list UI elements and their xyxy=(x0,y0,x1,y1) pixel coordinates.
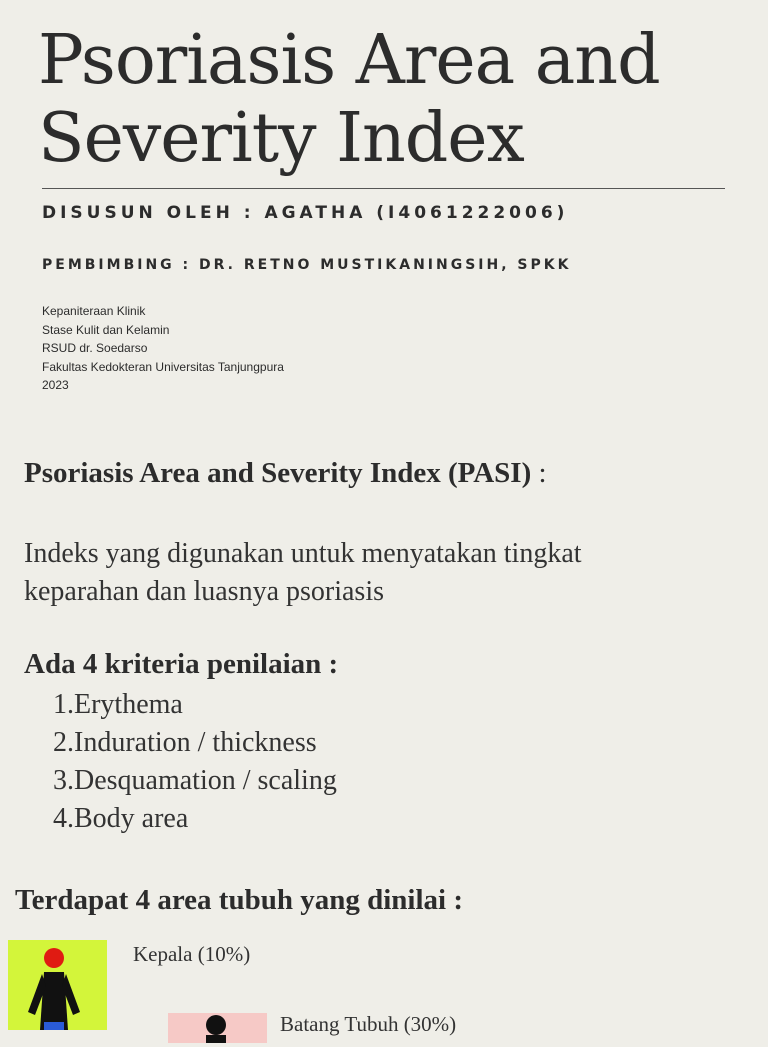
title-line-1: Psoriasis Area and xyxy=(38,21,660,100)
list-label: Desquamation / scaling xyxy=(74,765,337,796)
list-number: 1. xyxy=(53,689,74,720)
body-trunk-highlight-icon xyxy=(168,1013,267,1043)
info-line: Stase Kulit dan Kelamin xyxy=(42,322,170,337)
advisor-line: PEMBIMBING : DR. RETNO MUSTIKANINGSIH, SPKK xyxy=(42,257,572,273)
criteria-list xyxy=(24,686,337,838)
area-label-trunk: Batang Tubuh (30%) xyxy=(280,1012,457,1036)
list-number: 2. xyxy=(53,727,74,758)
pasi-heading-bold: Psoriasis Area and Severity Index (PASI) xyxy=(24,457,532,489)
description-line: Indeks yang digunakan untuk menyatakan tingkat xyxy=(24,538,582,569)
description-line: keparahan dan luasnya psoriasis xyxy=(24,576,384,607)
list-item xyxy=(24,724,337,762)
author-line: DISUSUN OLEH : AGATHA (I4061222006) xyxy=(42,203,569,223)
list-number: 3. xyxy=(53,765,74,796)
pasi-description xyxy=(24,535,744,611)
list-label: Erythema xyxy=(74,689,183,720)
list-item xyxy=(24,686,337,724)
body-head-highlight-icon xyxy=(8,940,107,1030)
head-area-figure xyxy=(8,940,107,1030)
page-title xyxy=(38,22,660,178)
info-line: 2023 xyxy=(42,378,69,392)
list-label: Body area xyxy=(74,803,189,834)
list-item xyxy=(24,762,337,800)
list-number: 4. xyxy=(53,803,74,834)
title-line-2: Severity Index xyxy=(38,99,524,178)
info-line: Fakultas Kedokteran Universitas Tanjungpura xyxy=(42,359,284,374)
list-item xyxy=(24,800,337,838)
info-line: Kepaniteraan Klinik xyxy=(42,304,146,318)
title-divider xyxy=(42,188,725,189)
pasi-heading xyxy=(24,457,547,490)
pasi-heading-suffix: : xyxy=(531,457,547,489)
info-line: RSUD dr. Soedarso xyxy=(42,341,148,355)
criteria-heading: Ada 4 kriteria penilaian : xyxy=(24,648,339,680)
institution-info xyxy=(42,302,284,395)
list-label: Induration / thickness xyxy=(74,727,317,758)
area-label-head: Kepala (10%) xyxy=(133,942,251,966)
areas-heading: Terdapat 4 area tubuh yang dinilai : xyxy=(15,884,463,916)
trunk-area-figure xyxy=(168,1013,267,1043)
